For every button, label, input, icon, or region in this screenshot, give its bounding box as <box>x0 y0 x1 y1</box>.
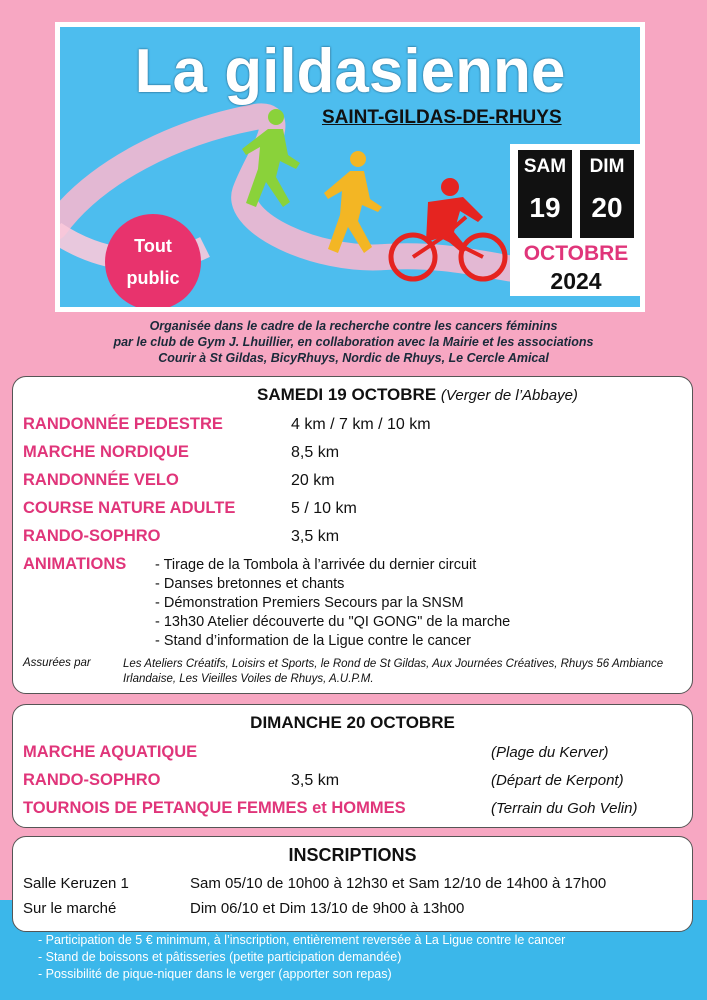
event-value: 3,5 km <box>291 772 340 789</box>
inscription-place: Salle Keruzen 1 <box>23 875 129 892</box>
inscription-place: Sur le marché <box>23 900 117 917</box>
sunday-panel <box>12 704 693 828</box>
day-name: SAM <box>523 156 567 177</box>
list-item: - 13h30 Atelier découverte du "QI GONG" de la marche <box>155 614 511 630</box>
event-label: TOURNOIS DE PETANQUE FEMMES et HOMMES <box>23 799 406 817</box>
inscriptions-panel <box>12 836 693 932</box>
badge-line1: Tout <box>134 236 172 256</box>
intro-line: Organisée dans le cadre de la recherche contre les cancers féminins <box>149 319 558 333</box>
intro-line: Courir à St Gildas, BicyRhuys, Nordic de Rhuys, Le Cercle Amical <box>158 351 549 365</box>
event-location: (Terrain du Goh Velin) <box>491 800 638 817</box>
event-label: MARCHE AQUATIQUE <box>23 743 198 761</box>
event-value: 4 km / 7 km / 10 km <box>291 416 431 433</box>
event-value: 3,5 km <box>291 528 340 545</box>
footer-note: - Stand de boissons et pâtisseries (petite participation demandée) <box>38 950 402 964</box>
inscriptions-title: INSCRIPTIONS <box>288 845 417 865</box>
page-title: La gildasienne <box>134 37 566 106</box>
list-item: - Tirage de la Tombola à l’arrivée du dernier circuit <box>155 557 477 573</box>
event-label: RANDONNÉE VELO <box>23 471 179 489</box>
inscription-time: Sam 05/10 de 10h00 à 12h30 et Sam 12/10 de 14h00 à 17h00 <box>190 875 607 892</box>
red-cyclist-icon <box>388 177 508 287</box>
town-subtitle: SAINT-GILDAS-DE-RHUYS <box>322 107 562 128</box>
date-sunday <box>580 150 634 238</box>
list-item: - Danses bretonnes et chants <box>155 576 345 592</box>
animations-list <box>155 556 510 651</box>
footer-notes <box>38 932 565 983</box>
saturday-location: (Verger de l’Abbaye) <box>440 387 578 404</box>
date-box <box>510 144 642 296</box>
assured-text: Les Ateliers Créatifs, Loisirs et Sports, le Rond de St Gildas, Aux Journées Créatives, Rhuys 56 Ambiance Irlandaise, Les Vieilles Voiles de Rhuys, A.U.P.M. <box>123 658 664 685</box>
event-label: RANDO-SOPHRO <box>23 771 161 789</box>
footer-note: - Participation de 5 € minimum, à l’inscription, entièrement reversée à La Ligue contre le cancer <box>38 933 566 947</box>
day-number: 19 <box>529 192 561 223</box>
month-label: OCTOBRE <box>523 242 629 265</box>
audience-badge <box>105 214 201 310</box>
event-label: MARCHE NORDIQUE <box>23 443 189 461</box>
intro-text <box>0 318 707 366</box>
saturday-title <box>257 385 578 405</box>
header-banner <box>55 22 645 312</box>
list-item: - Stand d’information de la Ligue contre le cancer <box>155 633 471 649</box>
list-item: - Démonstration Premiers Secours par la SNSM <box>155 595 464 611</box>
inscription-time: Dim 06/10 et Dim 13/10 de 9h00 à 13h00 <box>190 900 465 917</box>
event-label: COURSE NATURE ADULTE <box>23 499 236 517</box>
event-location: (Départ de Kerpont) <box>491 772 624 789</box>
event-value: 20 km <box>291 472 335 489</box>
footer-note: - Possibilité de pique-niquer dans le verger (apporter son repas) <box>38 967 392 981</box>
intro-line: par le club de Gym J. Lhuillier, en collaboration avec la Mairie et les associations <box>113 335 594 349</box>
assured-label: Assurées par <box>23 657 91 669</box>
sunday-title: DIMANCHE 20 OCTOBRE <box>250 713 455 732</box>
event-location: (Plage du Kerver) <box>491 744 609 761</box>
event-value: 5 / 10 km <box>291 500 357 517</box>
badge-line2: public <box>126 268 180 288</box>
event-value: 8,5 km <box>291 444 340 461</box>
yellow-runner-icon <box>312 149 392 264</box>
event-label: RANDONNÉE PEDESTRE <box>23 415 223 433</box>
year-label: 2024 <box>550 268 602 294</box>
day-name: DIM <box>589 156 625 177</box>
event-label: RANDO-SOPHRO <box>23 527 161 545</box>
saturday-panel <box>12 376 693 694</box>
saturday-title-text: SAMEDI 19 OCTOBRE <box>257 385 437 404</box>
day-number: 20 <box>591 192 623 223</box>
animations-label: ANIMATIONS <box>23 555 127 573</box>
date-saturday <box>518 150 572 238</box>
green-runner-icon <box>228 107 308 217</box>
